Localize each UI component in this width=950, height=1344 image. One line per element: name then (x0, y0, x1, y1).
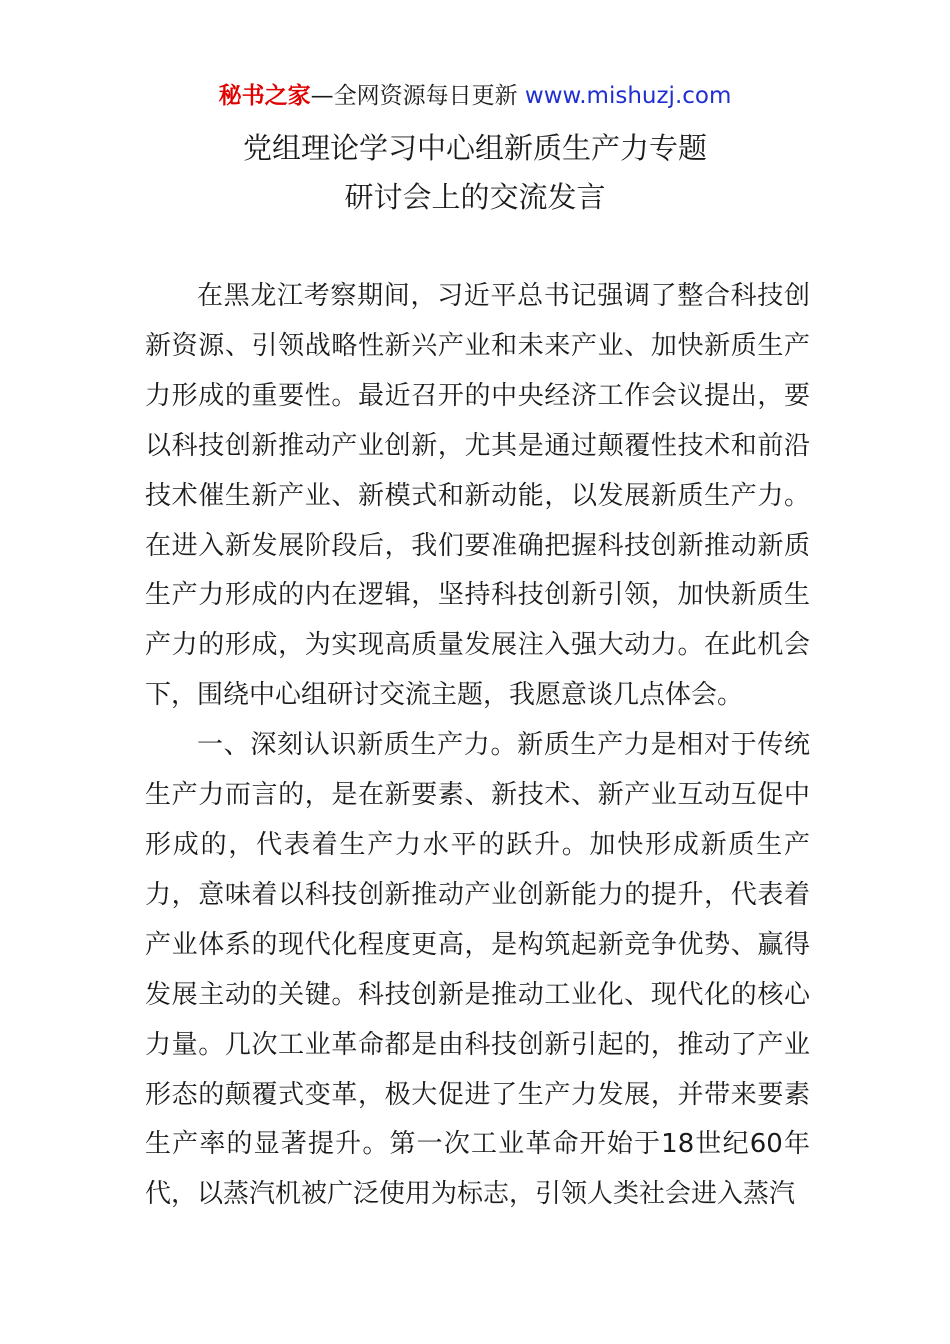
site-name: 秘书之家 (218, 83, 311, 109)
site-url-link[interactable]: www.mishuzj.com (524, 83, 732, 109)
site-header (0, 80, 950, 112)
site-tagline: —全网资源每日更新 (310, 83, 525, 109)
paragraph-section-1: 一、深刻认识新质生产力。新质生产力是相对于传统生产力而言的，是在新要素、新技术、新产业互动互促中形成的，代表着生产力水平的跃升。加快形成新质生产力，意味着以科技创新推动产业创新能力的提升，代表着产业体系的现代化程度更高，是构筑起新竞争优势、赢得发展主动的关键。科技创新是推动工业化、现代化的核心力量。几次工业革命都是由科技创新引起的，推动了产业形态的颠覆式变革，极大促进了生产力发展，并带来要素生产率的显著提升。第一次工业革命开始于18世纪60年代，以蒸汽机被广泛使用为标志，引领人类社会进入蒸汽 (145, 730, 810, 1210)
document-title-line-2: 研讨会上的交流发言 (344, 180, 606, 214)
document-title-line-1: 党组理论学习中心组新质生产力专题 (242, 131, 707, 165)
document-body (145, 272, 810, 1220)
paragraph-intro: 在黑龙江考察期间，习近平总书记强调了整合科技创新资源、引领战略性新兴产业和未来产业、加快新质生产力形成的重要性。最近召开的中央经济工作会议提出，要以科技创新推动产业创新，尤其是通过颠覆性技术和前沿技术催生新产业、新模式和新动能，以发展新质生产力。在进入新发展阶段后，我们要准确把握科技创新推动新质生产力形成的内在逻辑，坚持科技创新引领，加快新质生产力的形成，为实现高质量发展注入强大动力。在此机会下，围绕中心组研讨交流主题，我愿意谈几点体会。 (145, 281, 810, 711)
